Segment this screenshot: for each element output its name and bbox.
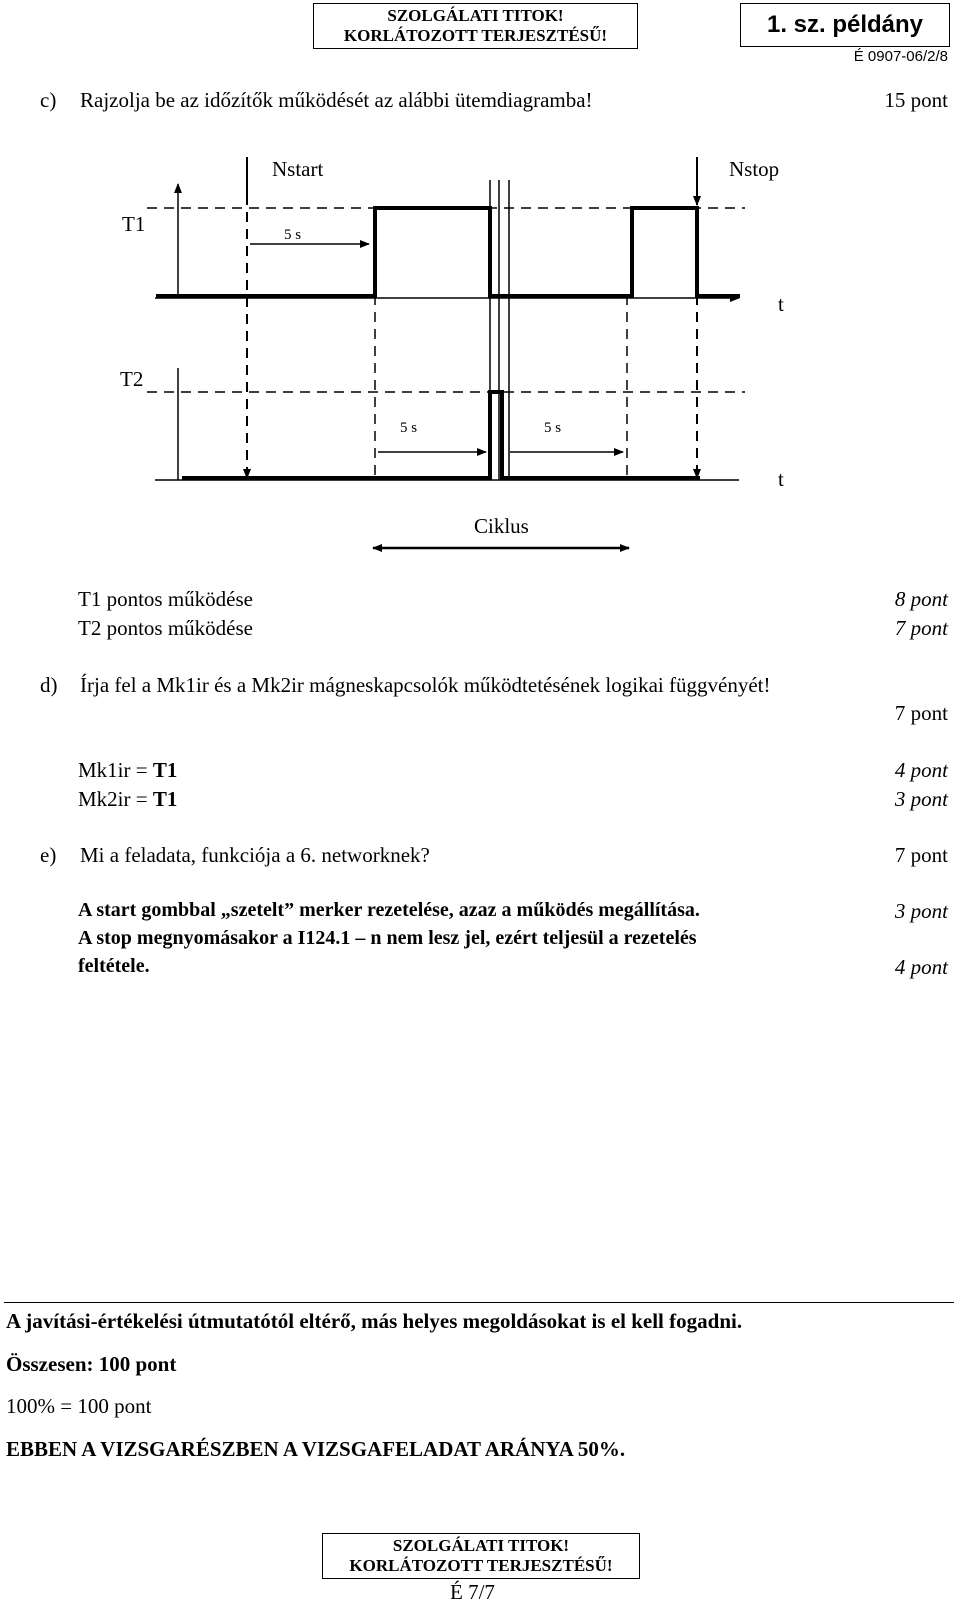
- footer-divider: [4, 1302, 954, 1303]
- timing-diagram: [0, 140, 960, 560]
- confidential-line1: SZOLGÁLATI TITOK!: [392, 1536, 570, 1555]
- task-e-answer-2a: A stop megnyomásakor a I124.1 – n nem lesz jel, ezért teljesül a rezetelés: [78, 927, 697, 949]
- nstop-label: Nstop: [729, 157, 780, 181]
- task-e-answer-2b: feltétele.: [78, 955, 150, 977]
- copy-label: 1. sz. példány: [766, 11, 924, 38]
- task-d-answer-2: [78, 787, 177, 812]
- answer-rhs: T1: [152, 787, 178, 811]
- scoring-c-points-1: 8 pont: [894, 587, 948, 611]
- answer-lhs: Mk2ir =: [78, 787, 153, 811]
- task-e-points: 7 pont: [894, 843, 948, 867]
- scoring-c-points-2: 7 pont: [894, 616, 948, 640]
- confidential-line2: KORLÁTOZOTT TERJESZTÉSŰ!: [349, 1556, 613, 1575]
- t2-signal: [182, 392, 700, 478]
- footer-total: Összesen: 100 pont: [6, 1352, 177, 1376]
- task-d-marker: d): [40, 673, 58, 697]
- footer-percent: 100% = 100 pont: [6, 1394, 152, 1418]
- footer-ratio: EBBEN A VIZSGARÉSZBEN A VIZSGAFELADAT ARÁNYA 50%.: [6, 1437, 626, 1461]
- copy-number-box: [740, 3, 950, 47]
- t2-time-label: t: [778, 467, 784, 491]
- task-e-answer-2-points: 4 pont: [894, 955, 948, 979]
- t1-time-label: t: [778, 292, 784, 316]
- confidential-stamp-footer: [322, 1533, 640, 1579]
- t1-label: T1: [122, 212, 146, 236]
- task-e-marker: e): [40, 843, 57, 867]
- task-d-text: Írja fel a Mk1ir és a Mk2ir mágneskapcsolók működtetésének logikai függvényét!: [80, 673, 771, 697]
- task-c-points: 15 pont: [884, 88, 948, 112]
- ciklus-label: Ciklus: [474, 514, 529, 538]
- t1-delay-label: 5 s: [284, 227, 302, 243]
- t2-label: T2: [120, 367, 144, 391]
- task-d-points: 7 pont: [894, 701, 948, 725]
- scoring-c-label-1: T1 pontos működése: [78, 587, 253, 611]
- task-c-text: Rajzolja be az időzítők működését az alábbi ütemdiagramba!: [80, 88, 593, 112]
- footer-note: A javítási-értékelési útmutatótól eltérő, más helyes megoldásokat is el kell fogadni.: [6, 1309, 743, 1333]
- confidential-line1: SZOLGÁLATI TITOK!: [387, 6, 564, 25]
- task-d-answer-1-points: 4 pont: [894, 758, 948, 782]
- page-number: É 7/7: [450, 1580, 495, 1604]
- nstart-label: Nstart: [272, 157, 324, 181]
- confidential-stamp-header: [313, 3, 638, 49]
- task-d-answer-2-points: 3 pont: [894, 787, 948, 811]
- task-d-answer-1: [78, 758, 177, 783]
- t2-delay-label-2: 5 s: [544, 420, 562, 436]
- task-c-marker: c): [40, 88, 57, 112]
- task-e-answer-1-points: 3 pont: [894, 899, 948, 923]
- scoring-c-label-2: T2 pontos működése: [78, 616, 253, 640]
- task-e-answer-1: A start gombbal „szetelt” merker rezetelése, azaz a működés megállítása.: [78, 899, 700, 921]
- t2-delay-label-1: 5 s: [400, 420, 418, 436]
- t1-signal: [156, 208, 740, 296]
- doc-code: É 0907-06/2/8: [853, 48, 948, 65]
- task-e-text: Mi a feladata, funkciója a 6. networknek?: [80, 843, 430, 867]
- answer-rhs: T1: [152, 758, 178, 782]
- answer-lhs: Mk1ir =: [78, 758, 153, 782]
- confidential-line2: KORLÁTOZOTT TERJESZTÉSŰ!: [343, 26, 608, 45]
